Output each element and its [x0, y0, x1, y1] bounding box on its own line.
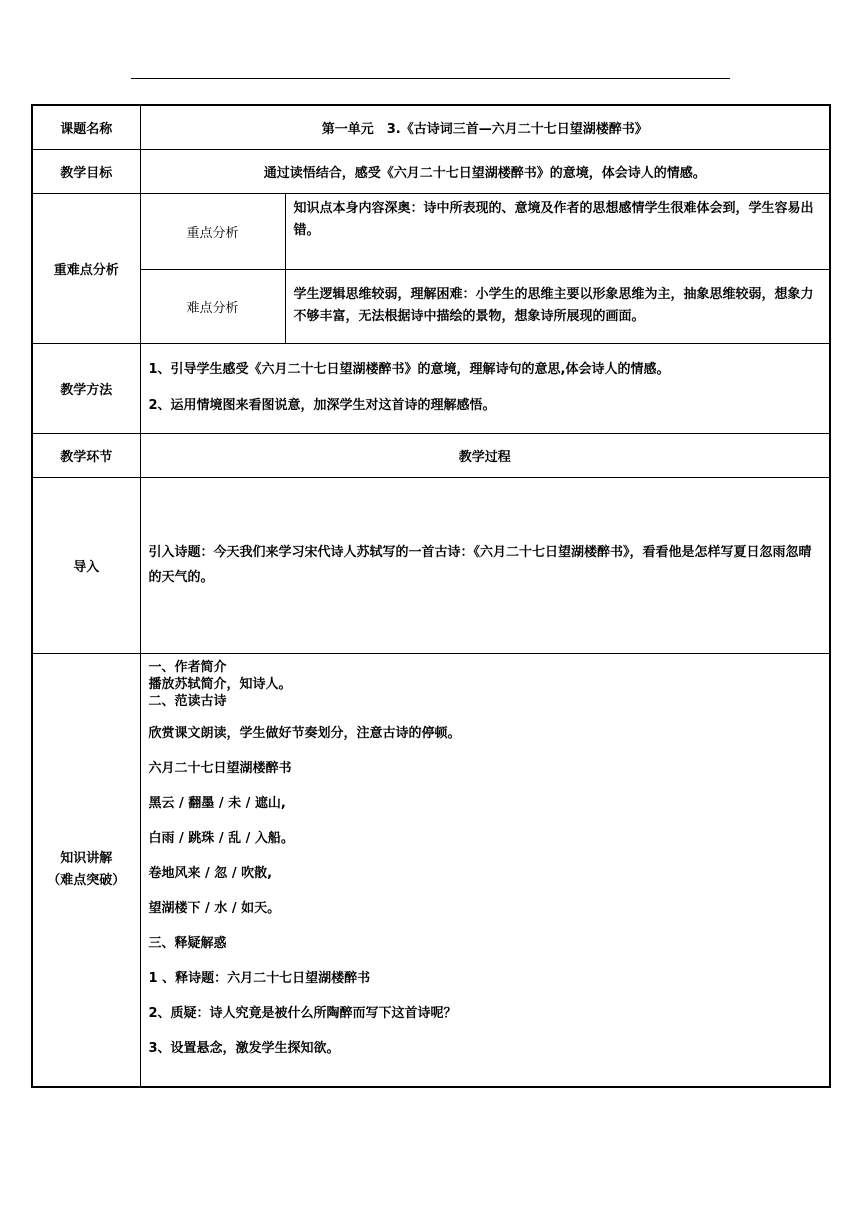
knowledge-line: 一、作者简介	[148, 659, 227, 675]
topic-value: 第一单元 3.《古诗词三首—六月二十七日望湖楼醉书》	[140, 105, 830, 149]
knowledge-line: 二、范读古诗	[148, 693, 227, 709]
method-item: 2、运用情境图来看图说意，加深学生对这首诗的理解感悟。	[148, 398, 496, 413]
key-point-value: 知识点本身内容深奥：诗中所表现的、意境及作者的思想感情学生很难体会到，学生容易出错。	[285, 193, 830, 269]
knowledge-line: 六月二十七日望湖楼醉书	[148, 760, 292, 776]
knowledge-line: 播放苏轼简介，知诗人。	[148, 676, 292, 692]
goal-value: 通过读悟结合，感受《六月二十七日望湖楼醉书》的意境，体会诗人的情感。	[140, 149, 830, 193]
topic-row	[32, 105, 830, 149]
difficulty-label: 重难点分析	[32, 193, 140, 343]
section-label: 教学环节	[32, 433, 140, 477]
knowledge-line: 1 、释诗题：六月二十七日望湖楼醉书	[148, 970, 371, 986]
header-rule	[131, 78, 730, 79]
knowledge-label	[32, 653, 140, 1087]
knowledge-label-line2: （难点突破）	[47, 872, 126, 888]
knowledge-content	[140, 653, 830, 1087]
section-header-row	[32, 433, 830, 477]
knowledge-line: 3、设置悬念，激发学生探知欲。	[148, 1040, 340, 1056]
topic-label: 课题名称	[32, 105, 140, 149]
knowledge-line: 2、质疑：诗人究竟是被什么所陶醉而写下这首诗呢？	[148, 1005, 457, 1021]
key-point-row	[32, 193, 830, 269]
knowledge-line: 欣赏课文朗读，学生做好节奏划分，注意古诗的停顿。	[148, 725, 461, 741]
hard-point-row	[32, 269, 830, 343]
knowledge-label-line1: 知识讲解	[60, 850, 113, 866]
knowledge-row	[32, 653, 830, 1087]
knowledge-line: 三、释疑解惑	[148, 935, 227, 951]
section-value: 教学过程	[140, 433, 830, 477]
methods-label: 教学方法	[32, 343, 140, 433]
goal-label: 教学目标	[32, 149, 140, 193]
intro-value: 引入诗题：今天我们来学习宋代诗人苏轼写的一首古诗：《六月二十七日望湖楼醉书》，看看他是怎样写夏日忽雨忽晴的天气的。	[140, 477, 830, 653]
lesson-plan-table	[31, 104, 831, 1088]
hard-point-label: 难点分析	[140, 269, 285, 343]
methods-row	[32, 343, 830, 433]
hard-point-value: 学生逻辑思维较弱，理解困难：小学生的思维主要以形象思维为主，抽象思维较弱，想象力不够丰富，无法根据诗中描绘的景物，想象诗所展现的画面。	[285, 269, 830, 343]
intro-row	[32, 477, 830, 653]
knowledge-line: 望湖楼下 / 水 / 如天。	[148, 900, 281, 916]
method-item: 1、引导学生感受《六月二十七日望湖楼醉书》的意境，理解诗句的意思,体会诗人的情感。	[148, 362, 670, 377]
methods-list	[140, 343, 830, 433]
knowledge-line: 卷地风来 / 忽 / 吹散,	[148, 865, 273, 881]
knowledge-line: 黑云 / 翻墨 / 未 / 遮山,	[148, 795, 286, 811]
goal-row	[32, 149, 830, 193]
knowledge-line: 白雨 / 跳珠 / 乱 / 入船。	[148, 830, 294, 846]
intro-label: 导入	[32, 477, 140, 653]
key-point-label: 重点分析	[140, 193, 285, 269]
